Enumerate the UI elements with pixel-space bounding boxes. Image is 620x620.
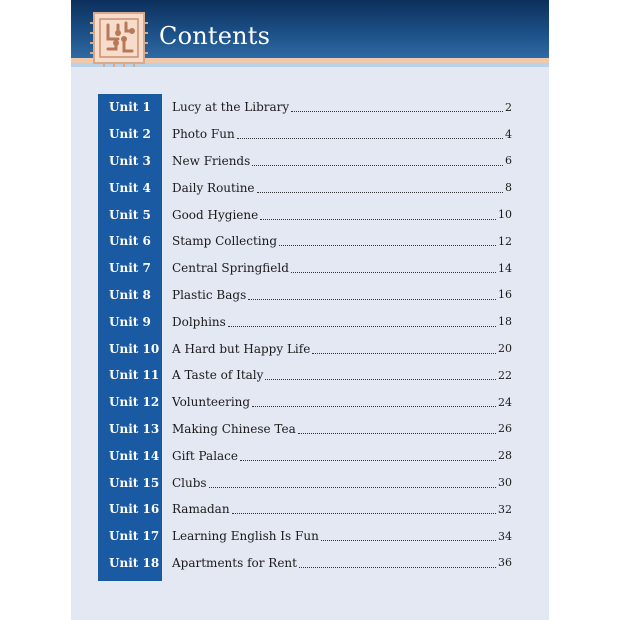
page-number: 14	[498, 261, 512, 275]
toc-row[interactable]	[98, 255, 512, 282]
page-number: 26	[498, 422, 512, 436]
unit-label: Unit 15	[109, 475, 160, 490]
toc-row[interactable]	[98, 469, 512, 496]
page-number: 18	[498, 315, 512, 329]
unit-title: Plastic Bags	[172, 287, 247, 302]
toc-row[interactable]	[98, 550, 512, 577]
dot-leader	[252, 405, 496, 407]
unit-title: Volunteering	[172, 395, 251, 410]
toc-entry[interactable]	[172, 389, 512, 416]
page-number: 16	[498, 288, 512, 302]
dot-leader	[299, 566, 496, 568]
unit-title: Apartments for Rent	[172, 555, 297, 570]
toc-entry[interactable]	[172, 228, 512, 255]
unit-title: Learning English Is Fun	[172, 529, 319, 544]
unit-title: Stamp Collecting	[172, 234, 278, 249]
dot-leader	[209, 486, 496, 488]
toc-row[interactable]	[98, 308, 512, 335]
unit-label: Unit 2	[109, 127, 151, 142]
unit-label: Unit 17	[109, 529, 160, 544]
circuit-board-icon	[90, 9, 148, 67]
toc-row[interactable]	[98, 121, 512, 148]
page-number: 30	[498, 476, 512, 490]
toc-row[interactable]	[98, 523, 512, 550]
toc-list	[98, 94, 512, 576]
unit-title: Central Springfield	[172, 261, 289, 276]
toc-entry[interactable]	[172, 201, 512, 228]
unit-label: Unit 13	[109, 421, 160, 436]
toc-entry[interactable]	[172, 282, 512, 309]
page-number: 10	[498, 208, 512, 222]
unit-title: Lucy at the Library	[172, 100, 290, 115]
toc-entry[interactable]	[172, 335, 512, 362]
unit-label: Unit 9	[109, 314, 151, 329]
toc-entry[interactable]	[172, 94, 512, 121]
unit-title: Good Hygiene	[172, 207, 259, 222]
unit-label: Unit 11	[109, 368, 160, 383]
toc-row[interactable]	[98, 174, 512, 201]
toc-entry[interactable]	[172, 362, 512, 389]
unit-title: Photo Fun	[172, 127, 235, 142]
unit-label: Unit 12	[109, 395, 160, 410]
unit-title: Making Chinese Tea	[172, 421, 296, 436]
toc-row[interactable]	[98, 94, 512, 121]
toc-entry[interactable]	[172, 148, 512, 175]
toc-entry[interactable]	[172, 523, 512, 550]
page-number: 6	[505, 154, 512, 168]
unit-label: Unit 6	[109, 234, 151, 249]
unit-label: Unit 7	[109, 261, 151, 276]
unit-label: Unit 14	[109, 448, 160, 463]
unit-label: Unit 1	[109, 100, 151, 115]
page-number: 24	[498, 395, 512, 409]
unit-label: Unit 18	[109, 555, 160, 570]
contents-page	[71, 0, 549, 620]
toc-entry[interactable]	[172, 174, 512, 201]
unit-title: Dolphins	[172, 314, 226, 329]
page-number: 8	[505, 181, 512, 195]
dot-leader	[321, 539, 496, 541]
toc-row[interactable]	[98, 389, 512, 416]
dot-leader	[252, 164, 503, 166]
unit-label: Unit 8	[109, 287, 151, 302]
toc-entry[interactable]	[172, 255, 512, 282]
toc-row[interactable]	[98, 282, 512, 309]
toc-row[interactable]	[98, 335, 512, 362]
dot-leader	[232, 512, 496, 514]
dot-leader	[240, 459, 496, 461]
dot-leader	[257, 191, 503, 193]
dot-leader	[228, 325, 496, 327]
unit-title: A Hard but Happy Life	[172, 341, 311, 356]
toc-row[interactable]	[98, 362, 512, 389]
toc-row[interactable]	[98, 416, 512, 443]
page-number: 2	[505, 100, 512, 114]
unit-label: Unit 4	[109, 180, 151, 195]
dot-leader	[248, 298, 496, 300]
unit-title: Ramadan	[172, 502, 230, 517]
page-number: 34	[498, 529, 512, 543]
page-number: 22	[498, 368, 512, 382]
page-number: 28	[498, 449, 512, 463]
dot-leader	[291, 110, 503, 112]
dot-leader	[298, 432, 496, 434]
dot-leader	[237, 137, 503, 139]
toc-row[interactable]	[98, 201, 512, 228]
unit-title: Gift Palace	[172, 448, 239, 463]
page-number: 36	[498, 556, 512, 570]
dot-leader	[265, 378, 496, 380]
unit-label: Unit 5	[109, 207, 151, 222]
dot-leader	[279, 244, 496, 246]
toc-entry[interactable]	[172, 469, 512, 496]
toc-entry[interactable]	[172, 308, 512, 335]
toc-entry[interactable]	[172, 550, 512, 577]
dot-leader	[312, 352, 496, 354]
toc-row[interactable]	[98, 148, 512, 175]
toc-row[interactable]	[98, 442, 512, 469]
toc-entry[interactable]	[172, 416, 512, 443]
page-number: 20	[498, 342, 512, 356]
page-number: 32	[498, 502, 512, 516]
unit-label: Unit 16	[109, 502, 160, 517]
toc-row[interactable]	[98, 496, 512, 523]
toc-entry[interactable]	[172, 442, 512, 469]
unit-title: Daily Routine	[172, 180, 255, 195]
unit-title: A Taste of Italy	[172, 368, 264, 383]
page-title: Contents	[159, 22, 271, 50]
toc-entry[interactable]	[172, 121, 512, 148]
toc-entry[interactable]	[172, 496, 512, 523]
dot-leader	[291, 271, 496, 273]
unit-label: Unit 10	[109, 341, 160, 356]
page-number: 4	[505, 127, 512, 141]
unit-title: New Friends	[172, 153, 251, 168]
unit-title: Clubs	[172, 475, 207, 490]
page-number: 12	[498, 234, 512, 248]
toc-row[interactable]	[98, 228, 512, 255]
unit-label: Unit 3	[109, 153, 151, 168]
dot-leader	[260, 218, 496, 220]
